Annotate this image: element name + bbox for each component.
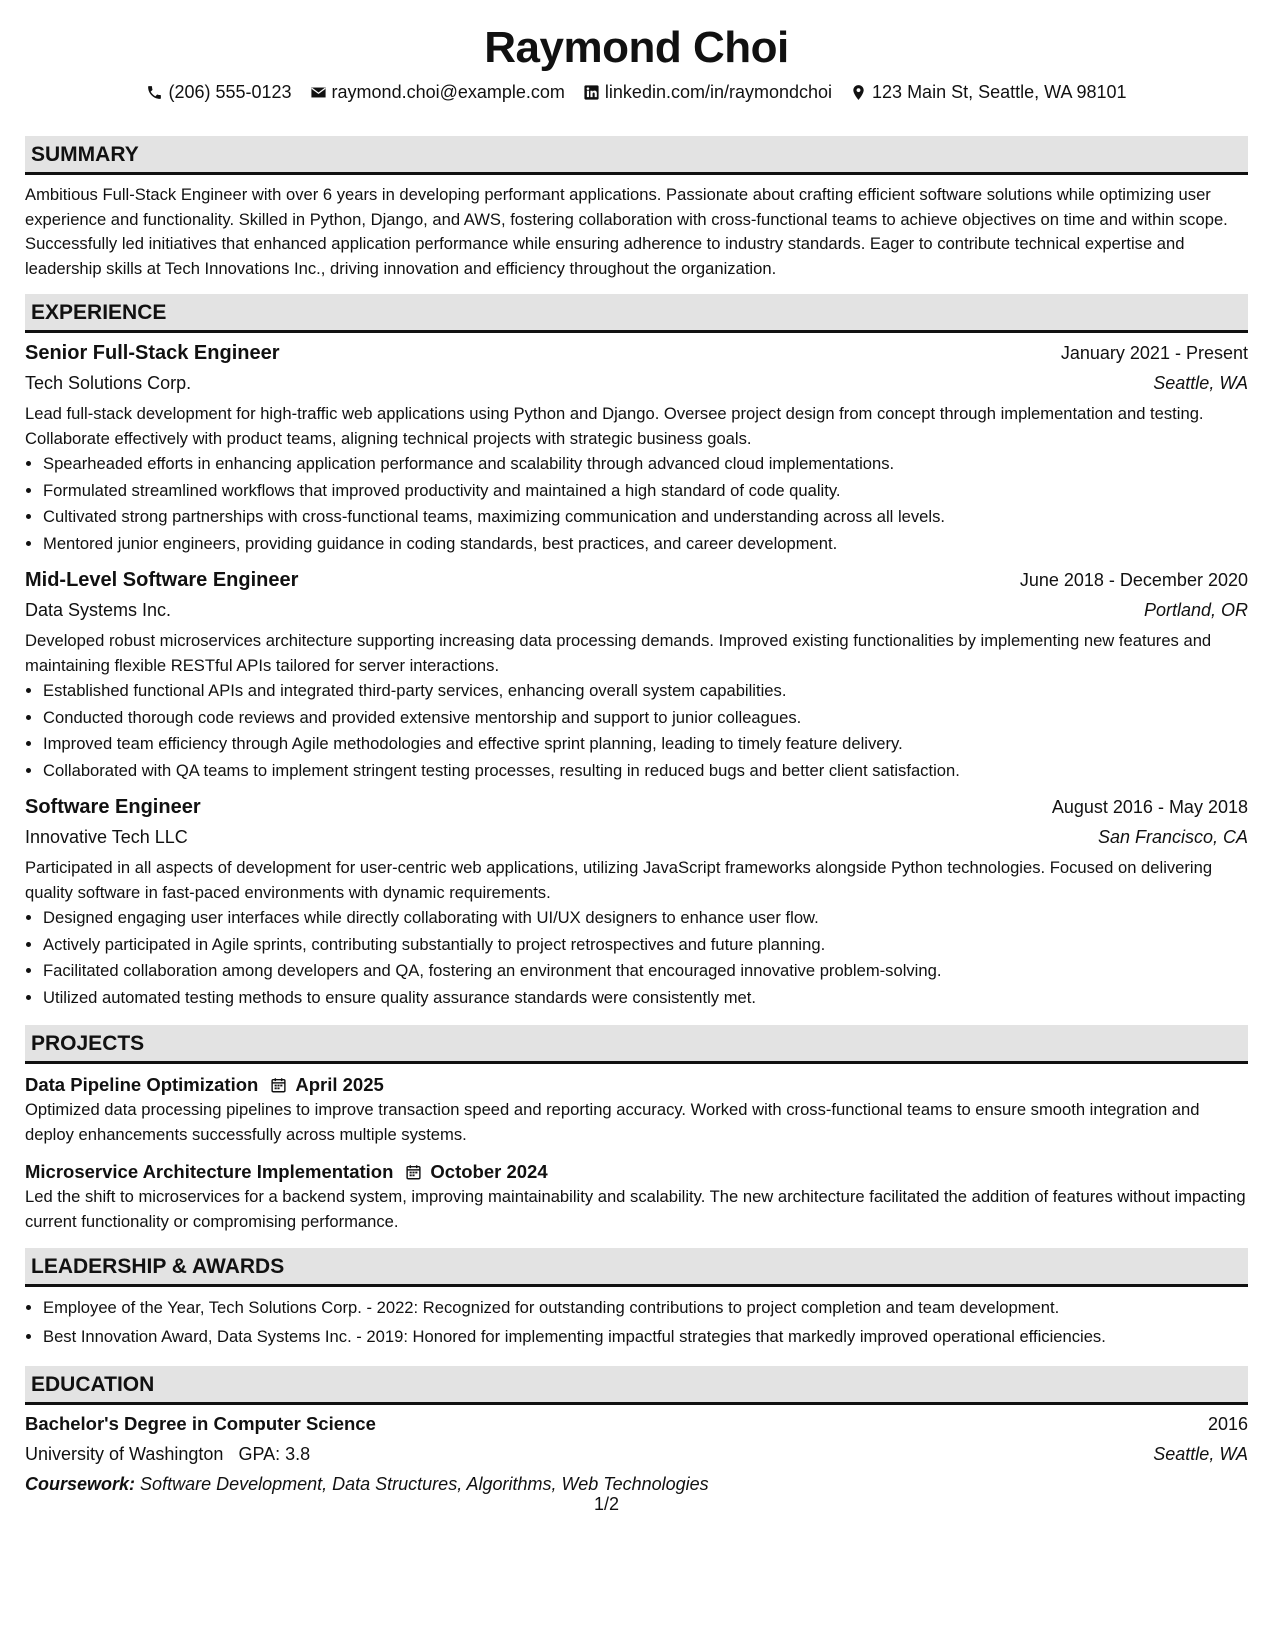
contact-linkedin[interactable]: [583, 80, 832, 104]
page-number: 1/2: [594, 1494, 620, 1514]
candidate-name: Raymond Choi: [484, 23, 789, 72]
job-location: Portland, OR: [1143, 600, 1248, 620]
list-item: • Established functional APIs and integrated third-party services, enhancing overall system capabilities.: [43, 678, 1248, 705]
job-title: Mid-Level Software Engineer: [25, 569, 299, 591]
school-name: University of Washington: [25, 1444, 224, 1464]
email-link[interactable]: raymond.choi@example.com: [331, 82, 565, 102]
school-location: Seattle, WA: [1153, 1444, 1248, 1464]
contact-address: [850, 80, 1127, 104]
job-description: Developed robust microservices architecture supporting increasing data processing demands. Improved existing functionalities by implementing new features and maintaining flexible RESTful APIs tailored for server interactions.: [25, 631, 1212, 675]
leadership-heading: LEADERSHIP & AWARDS: [25, 1248, 1248, 1287]
list-item: • Facilitated collaboration among developers and QA, fostering an environment that encouraged innovative problem-solving.: [43, 958, 1248, 985]
education-heading: EDUCATION: [25, 1366, 1248, 1405]
experience-heading: EXPERIENCE: [25, 294, 1248, 333]
coursework-label: Coursework:: [25, 1474, 136, 1494]
education-entry: [25, 1409, 1248, 1499]
job-dates: January 2021 - Present: [1060, 343, 1248, 363]
gpa-text: GPA: 3.8: [238, 1444, 311, 1464]
company-name: Tech Solutions Corp.: [25, 373, 192, 393]
leadership-section: [25, 1248, 1248, 1350]
project-title: Microservice Architecture Implementation: [25, 1161, 394, 1182]
job-dates: June 2018 - December 2020: [1019, 570, 1248, 590]
project-entry: [25, 1159, 1248, 1234]
contact-email[interactable]: [310, 80, 565, 104]
list-item: • Conducted thorough code reviews and provided extensive mentorship and support to junior colleagues.: [43, 705, 1248, 732]
project-date: October 2024: [430, 1161, 548, 1182]
phone-icon: [146, 84, 163, 101]
job-title: Senior Full-Stack Engineer: [25, 342, 280, 364]
summary-heading: SUMMARY: [25, 136, 1248, 175]
summary-text: Ambitious Full-Stack Engineer with over 6 years in developing performant applications. Passionate about crafting efficient software solutions while optimizing user experience and functionality. Skilled in Python, Django, and AWS, fostering collaboration with cross-functional teams to achieve objectives on time and within scope. Successfully led initiatives that enhanced application performance while ensuring adherence to industry standards. Eager to contribute technical expertise and leadership skills at Tech Innovations Inc., driving innovation and efficiency throughout the organization.: [25, 185, 1228, 278]
map-pin-icon: [850, 84, 867, 101]
envelope-icon: [310, 84, 327, 101]
list-item: • Mentored junior engineers, providing guidance in coding standards, best practices, and career development.: [43, 531, 1248, 558]
job-bullets: [25, 905, 1248, 1011]
coursework-line: [25, 1469, 1248, 1499]
calendar-icon: [270, 1076, 287, 1094]
company-name: Data Systems Inc.: [25, 600, 172, 620]
list-item: • Formulated streamlined workflows that improved productivity and maintained a high standard of code quality.: [43, 478, 1248, 505]
job-location: San Francisco, CA: [1097, 827, 1248, 847]
calendar-icon: [405, 1163, 422, 1181]
job-bullets: [25, 451, 1248, 557]
job-entry: [25, 338, 1248, 557]
list-item: • Actively participated in Agile sprints, contributing substantially to project retrospectives and future planning.: [43, 932, 1248, 959]
list-item: • Collaborated with QA teams to implement stringent testing processes, resulting in reduced bugs and better client satisfaction.: [43, 758, 1248, 785]
project-description: Led the shift to microservices for a backend system, improving maintainability and scalability. The new architecture facilitated the addition of features without impacting current functionality or compromising performance.: [25, 1187, 1246, 1231]
awards-list: [25, 1295, 1248, 1350]
job-entry: [25, 565, 1248, 784]
projects-heading: PROJECTS: [25, 1025, 1248, 1064]
company-name: Innovative Tech LLC: [25, 827, 188, 847]
job-entry: [25, 792, 1248, 1011]
degree-title: Bachelor's Degree in Computer Science: [25, 1413, 376, 1434]
list-item: • Spearheaded efforts in enhancing application performance and scalability through advanced cloud implementations.: [43, 451, 1248, 478]
job-description: Participated in all aspects of development for user-centric web applications, utilizing JavaScript frameworks alongside Python technologies. Focused on delivering quality software in fast-paced environments with dynamic requirements.: [25, 858, 1213, 902]
contact-line: [25, 80, 1248, 104]
graduation-year: 2016: [1207, 1414, 1248, 1434]
project-title: Data Pipeline Optimization: [25, 1074, 259, 1095]
job-title: Software Engineer: [25, 796, 201, 818]
coursework-text: Software Development, Data Structures, Algorithms, Web Technologies: [140, 1474, 709, 1494]
summary-section: [25, 136, 1248, 281]
linkedin-link[interactable]: linkedin.com/in/raymondchoi: [604, 82, 833, 102]
job-description: Lead full-stack development for high-traffic web applications using Python and Django. Oversee project design from concept through implementation and testing. Collaborate effectively with product teams, aligning technical projects with strategic business goals.: [25, 404, 1204, 448]
list-item: • Improved team efficiency through Agile methodologies and effective sprint planning, leading to timely feature delivery.: [43, 731, 1248, 758]
job-dates: August 2016 - May 2018: [1051, 797, 1248, 817]
project-entry: [25, 1072, 1248, 1147]
project-description: Optimized data processing pipelines to improve transaction speed and reporting accuracy. Worked with cross-functional teams to ensure smooth integration and deploy enhancements successfully across multiple systems.: [25, 1100, 1200, 1144]
resume-page: [25, 0, 1248, 1499]
projects-section: [25, 1025, 1248, 1234]
job-location: Seattle, WA: [1153, 373, 1248, 393]
list-item: • Utilized automated testing methods to ensure quality assurance standards were consistently met.: [43, 985, 1248, 1012]
address-text: 123 Main St, Seattle, WA 98101: [872, 82, 1127, 102]
resume-header: [25, 0, 1248, 104]
list-item: • Best Innovation Award, Data Systems Inc. - 2019: Honored for implementing impactful strategies that markedly improved operational efficiencies.: [43, 1324, 1248, 1351]
education-section: [25, 1366, 1248, 1499]
job-bullets: [25, 678, 1248, 784]
phone-number: (206) 555-0123: [168, 82, 292, 102]
list-item: • Employee of the Year, Tech Solutions Corp. - 2022: Recognized for outstanding contributions to project completion and team development.: [43, 1295, 1248, 1322]
project-date: April 2025: [295, 1074, 384, 1095]
contact-phone: [146, 80, 291, 104]
list-item: • Cultivated strong partnerships with cross-functional teams, maximizing communication and understanding across all levels.: [43, 504, 1248, 531]
list-item: • Designed engaging user interfaces while directly collaborating with UI/UX designers to enhance user flow.: [43, 905, 1248, 932]
linkedin-icon: [583, 84, 600, 101]
experience-section: [25, 294, 1248, 1011]
